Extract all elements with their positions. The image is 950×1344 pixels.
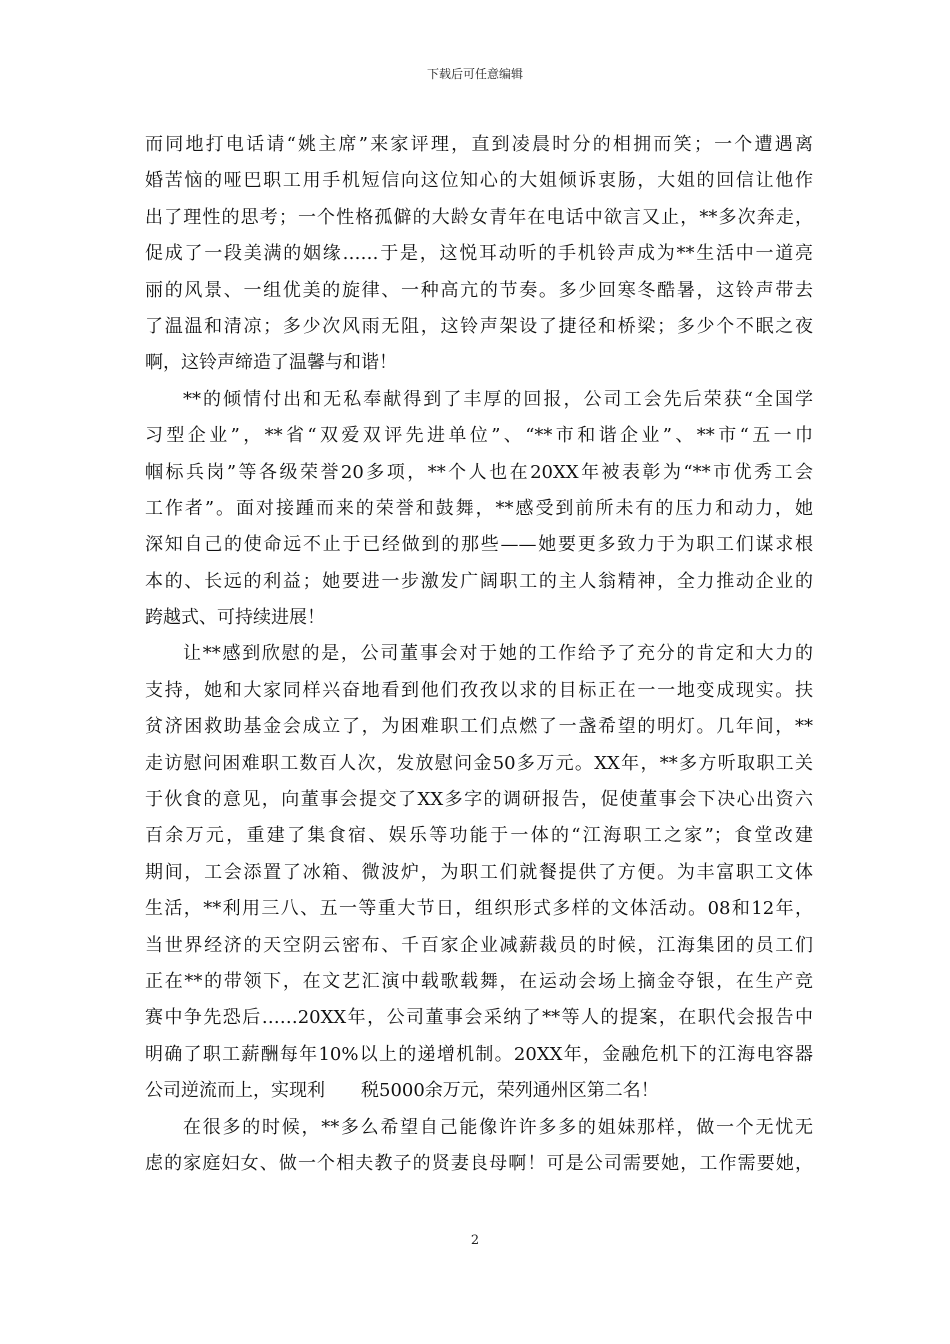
text-line: 走访慰问困难职工数百人次，发放慰问金50多万元。XX年，**多方听取职工关	[145, 752, 813, 774]
text-line: **的倾情付出和无私奉献得到了丰厚的回报，公司工会先后荣获“全国学	[183, 388, 813, 410]
text-line: 生活，**利用三八、五一等重大节日，组织形式多样的文体活动。08和12年，	[145, 898, 813, 920]
text-line: 当世界经济的天空阴云密布、千百家企业减薪裁员的时候，江海集团的员工们	[145, 934, 813, 956]
text-line: 习型企业”，**省“双爱双评先进单位”、“**市和谐企业”、**市“五一巾	[145, 425, 813, 447]
text-line: 让**感到欣慰的是，公司董事会对于她的工作给予了充分的肯定和大力的	[183, 643, 813, 665]
text-line: 帼标兵岗”等各级荣誉20多项，**个人也在20XX年被表彰为“**市优秀工会	[145, 461, 813, 483]
text-line: 跨越式、可持续进展！	[145, 607, 325, 629]
text-line: 丽的风景、一组优美的旋律、一种高亢的节奏。多少回寒冬酷暑，这铃声带去	[145, 279, 813, 301]
page-header: 下载后可任意编辑	[426, 67, 523, 81]
text-line: 赛中争先恐后……20XX年，公司董事会采纳了**等人的提案，在职代会报告中	[145, 1007, 813, 1029]
text-line: 期间，工会添置了冰箱、微波炉，为职工们就餐提供了方便。为丰富职工文体	[145, 861, 813, 883]
text-line: 百余万元，重建了集食宿、娱乐等功能于一体的“江海职工之家”；食堂改建	[145, 825, 813, 847]
text-line: 支持，她和大家同样兴奋地看到他们孜孜以求的目标正在一一地变成现实。扶	[145, 679, 813, 701]
text-line: 婚苦恼的哑巴职工用手机短信向这位知心的大姐倾诉衷肠，大姐的回信让他作	[145, 170, 813, 192]
text-line: 明确了职工薪酬每年10%以上的递增机制。20XX年，金融危机下的江海电容器	[145, 1043, 813, 1065]
text-line: 出了理性的思考；一个性格孤僻的大龄女青年在电话中欲言又止，**多次奔走，	[145, 206, 813, 228]
text-line: 了温温和清凉；多少次风雨无阻，这铃声架设了捷径和桥梁；多少个不眠之夜	[145, 315, 813, 337]
text-line: 虑的家庭妇女、做一个相夫教子的贤妻良母啊！可是公司需要她，工作需要她，	[145, 1152, 813, 1174]
text-line: 正在**的带领下，在文艺汇演中载歌载舞，在运动会场上摘金夺银，在生产竞	[145, 970, 813, 992]
page-number: 2	[470, 1233, 480, 1248]
text-line: 在很多的时候，**多么希望自己能像许许多多的姐妹那样，做一个无忧无	[183, 1116, 813, 1138]
text-line: 促成了一段美满的姻缘……于是，这悦耳动听的手机铃声成为**生活中一道亮	[145, 243, 813, 265]
text-line: 于伙食的意见，向董事会提交了XX多字的调研报告，促使董事会下决心出资六	[145, 789, 813, 811]
text-line: 本的、长远的利益；她要进一步激发广阔职工的主人翁精神，全力推动企业的	[145, 570, 813, 592]
text-line: 工作者”。面对接踵而来的荣誉和鼓舞，**感受到前所未有的压力和动力，她	[145, 497, 813, 519]
text-line: 深知自己的使命远不止于已经做到的那些——她要更多致力于为职工们谋求根	[145, 534, 813, 556]
text-line: 啊，这铃声缔造了温馨与和谐！	[145, 352, 397, 374]
text-line: 贫济困救助基金会成立了，为困难职工们点燃了一盏希望的明灯。几年间，**	[145, 716, 813, 738]
text-line: 公司逆流而上，实现利 税5000余万元，荣列通州区第二名！	[145, 1080, 659, 1102]
text-line: 而同地打电话请“姚主席”来家评理，直到凌晨时分的相拥而笑；一个遭遇离	[145, 134, 813, 155]
body-text	[145, 127, 813, 1182]
